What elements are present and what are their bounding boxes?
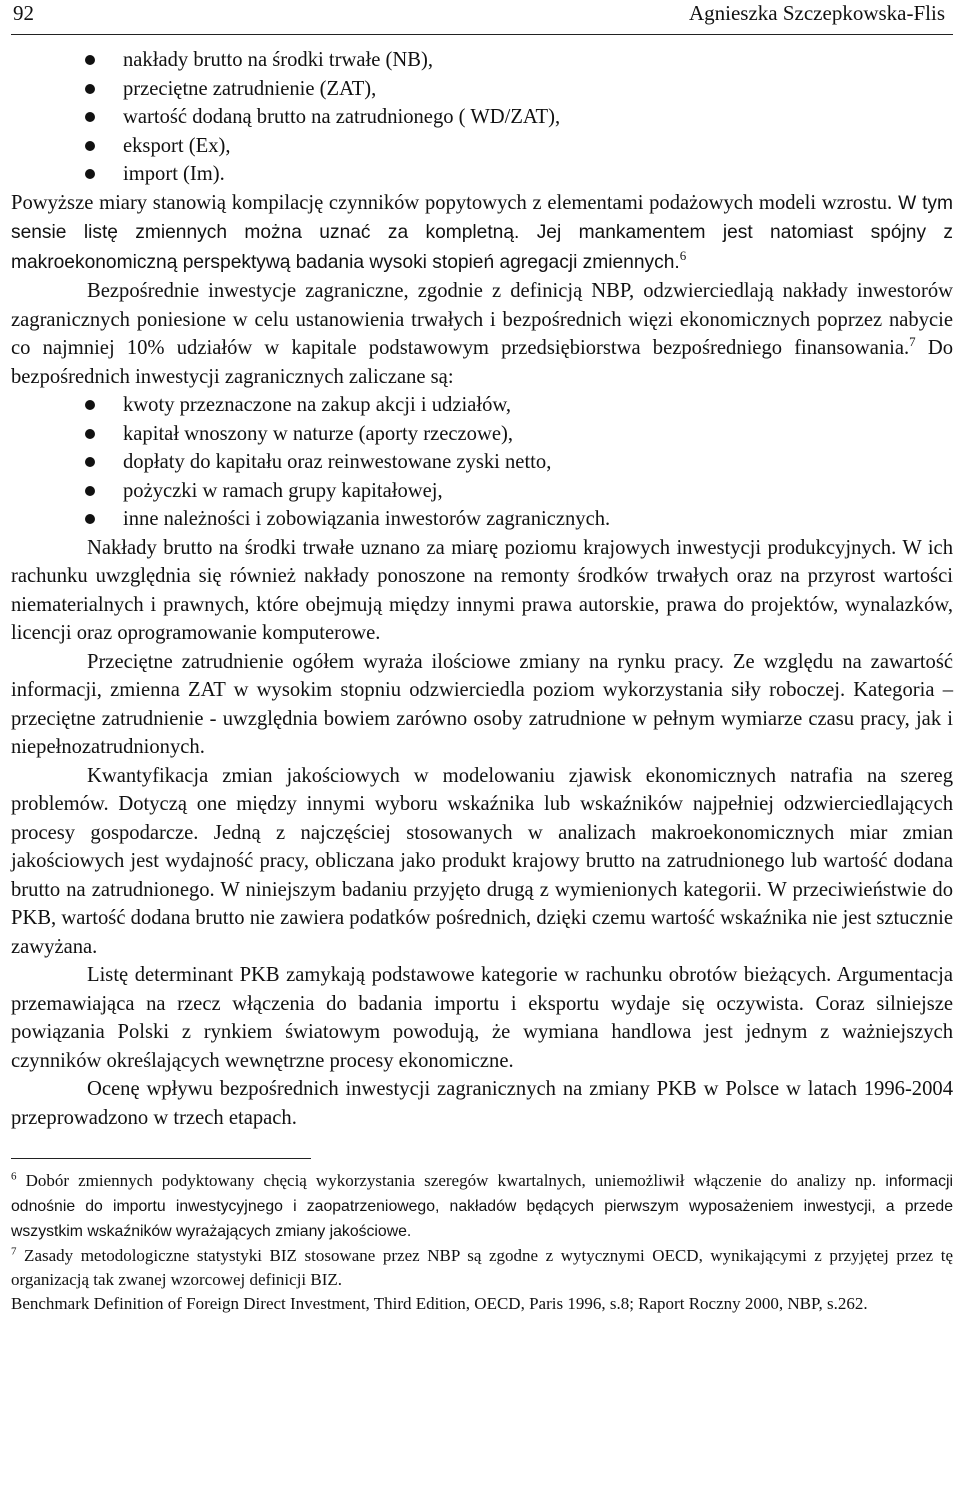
bullet-icon bbox=[85, 486, 95, 496]
bullet-icon bbox=[85, 457, 95, 467]
paragraph-investment: Nakłady brutto na środki trwałe uznano za miarę poziomu krajowych inwestycji produkcyjnych. W ich rachunku uwzględnia się również nakłady ponoszone na remonty środków trwałych oraz na przyrost wartości niematerialnych i prawnych, które obejmują między innymi prawa autorskie, prawa do projektów, wynalazków, licencji oraz oprogramowanie komputerowe. bbox=[11, 536, 953, 644]
footnote-6: $^6$ Dobór zmiennych podyktowany chęcią wykorzystania szeregów kwartalnych, uniemożliwił włączenie do analizy np. informacji odnośnie do importu inwestycyjnego i zaopatrzeniowego, nakładów będących pierwszym wyposażeniem inwestycji, a przede wszystkim wskaźników wyrażających zmiany jakościowe. bbox=[11, 1170, 953, 1240]
list-item: nakłady brutto na środki trwałe (NB), bbox=[11, 46, 953, 75]
list-item: inne należności i zobowiązania inwestorów zagranicznych. bbox=[11, 505, 953, 534]
list-item: eksport (Ex), bbox=[11, 132, 953, 161]
footnote-ref-6: 6 bbox=[679, 247, 687, 263]
bullet-icon bbox=[85, 84, 95, 94]
fdi-components-list bbox=[11, 391, 953, 534]
footnote-ref-7: 7 bbox=[909, 334, 916, 350]
list-item: kwoty przeznaczone na zakup akcji i udziałów, bbox=[11, 391, 953, 420]
paragraph-method: Ocenę wpływu bezpośrednich inwestycji zagranicznych na zmiany PKB w Polsce w latach 1996-2004 przeprowadzono w trzech etapach. bbox=[11, 1078, 953, 1129]
footnotes bbox=[11, 1169, 953, 1316]
bullet-icon bbox=[85, 141, 95, 151]
paragraph-productivity: Kwantyfikacja zmian jakościowych w modelowaniu zjawisk ekonomicznych natrafia na szereg problemów. Dotyczą one między innymi wyboru wskaźnika lub wskaźników najpełniej odzwierciedlających procesy gospodarcze. Jedną z najczęściej stosowanych w analizach makroekonomicznych miar zmian jakościowych jest wydajność pracy, obliczana jako produkt krajowy brutto na zatrudnionego lub wartość dodana brutto na zatrudnionego. W niniejszym badaniu przyjęto drugą z wymienionych kategorii. W przeciwieństwie do PKB, wartość dodana brutto nie zawiera podatków pośrednich, dzięki czemu wartość wskaźnika nie jest sztucznie zawyżana. bbox=[11, 764, 953, 958]
list-item: wartość dodaną brutto na zatrudnionego ( WD/ZAT), bbox=[11, 103, 953, 132]
paragraph-employment: Przeciętne zatrudnienie ogółem wyraża ilościowe zmiany na rynku pracy. Ze względu na zawartość informacji, zmienna ZAT w wysokim stopniu odzwierciedla poziom wykorzystania siły roboczej. Kategoria – przeciętne zatrudnienie - uwzględnia bowiem zarówno osoby zatrudnione w pełnym wymiarze czasu pracy, jak i niepełnozatrudnionych. bbox=[11, 650, 953, 758]
footnote-7: $^7$ Zasady metodologiczne statystyki BIZ stosowane przez NBP są zgodne z wytycznymi OECD, wynikającymi z przyjętej przez tę organizacją tak zwanej wzorcowej definicji BIZ. bbox=[11, 1245, 953, 1289]
bullet-icon bbox=[85, 400, 95, 410]
paragraph-fdi-definition: Bezpośrednie inwestycje zagraniczne, zgodnie z definicją NBP, odzwierciedlają nakłady inwestorów zagranicznych poniesione w celu ustanowienia trwałych i bezpośrednich więzi ekonomicznych poprzez nabycie co najmniej 10% udziałów w kapitale podstawowym przedsiębiorstwa bezpośredniego finansowania.$^7$ Do bezpośrednich inwestycji zagranicznych zaliczane są: bbox=[11, 280, 953, 388]
body-text bbox=[11, 46, 953, 1132]
bullet-icon bbox=[85, 55, 95, 65]
bullet-icon bbox=[85, 112, 95, 122]
list-item: kapitał wnoszony w naturze (aporty rzeczowe), bbox=[11, 420, 953, 449]
list-item: pożyczki w ramach grupy kapitałowej, bbox=[11, 477, 953, 506]
paragraph-trade: Listę determinant PKB zamykają podstawowe kategorie w rachunku obrotów bieżących. Argumentacja przemawiająca na rzecz włączenia do badania importu i eksportu wydaje się oczywista. Coraz silniejsze powiązania Polski z rynkiem światowym powodują, że wymiana handlowa jest jednym z ważniejszych czynników określających wewnętrzne procesy ekonomiczne. bbox=[11, 964, 953, 1072]
page bbox=[11, 0, 953, 1316]
running-author: Agnieszka Szczepkowska-Flis bbox=[688, 1, 945, 25]
bullet-icon bbox=[85, 169, 95, 179]
bullet-icon bbox=[85, 429, 95, 439]
page-number: 92 bbox=[13, 1, 34, 25]
footnote-divider bbox=[11, 1158, 311, 1159]
bullet-icon bbox=[85, 514, 95, 524]
footnote-7-reference: Benchmark Definition of Foreign Direct Investment, Third Edition, OECD, Paris 1996, s.8; Raport Roczny 2000, NBP, s.262. bbox=[11, 1294, 868, 1313]
running-header bbox=[11, 0, 953, 35]
list-item: dopłaty do kapitału oraz reinwestowane zyski netto, bbox=[11, 448, 953, 477]
list-item: przeciętne zatrudnienie (ZAT), bbox=[11, 75, 953, 104]
list-item: import (Im). bbox=[11, 160, 953, 189]
variable-list bbox=[11, 46, 953, 189]
paragraph-variables-summary: Powyższe miary stanowią kompilację czynników popytowych z elementami podażowych modeli wzrostu. W tym sensie listę zmiennych można uznać za kompletną. Jej mankamentem jest natomiast spójny z makroekonomiczną perspektywą badania wysoki stopień agregacji zmiennych.$^6$ bbox=[11, 191, 953, 273]
